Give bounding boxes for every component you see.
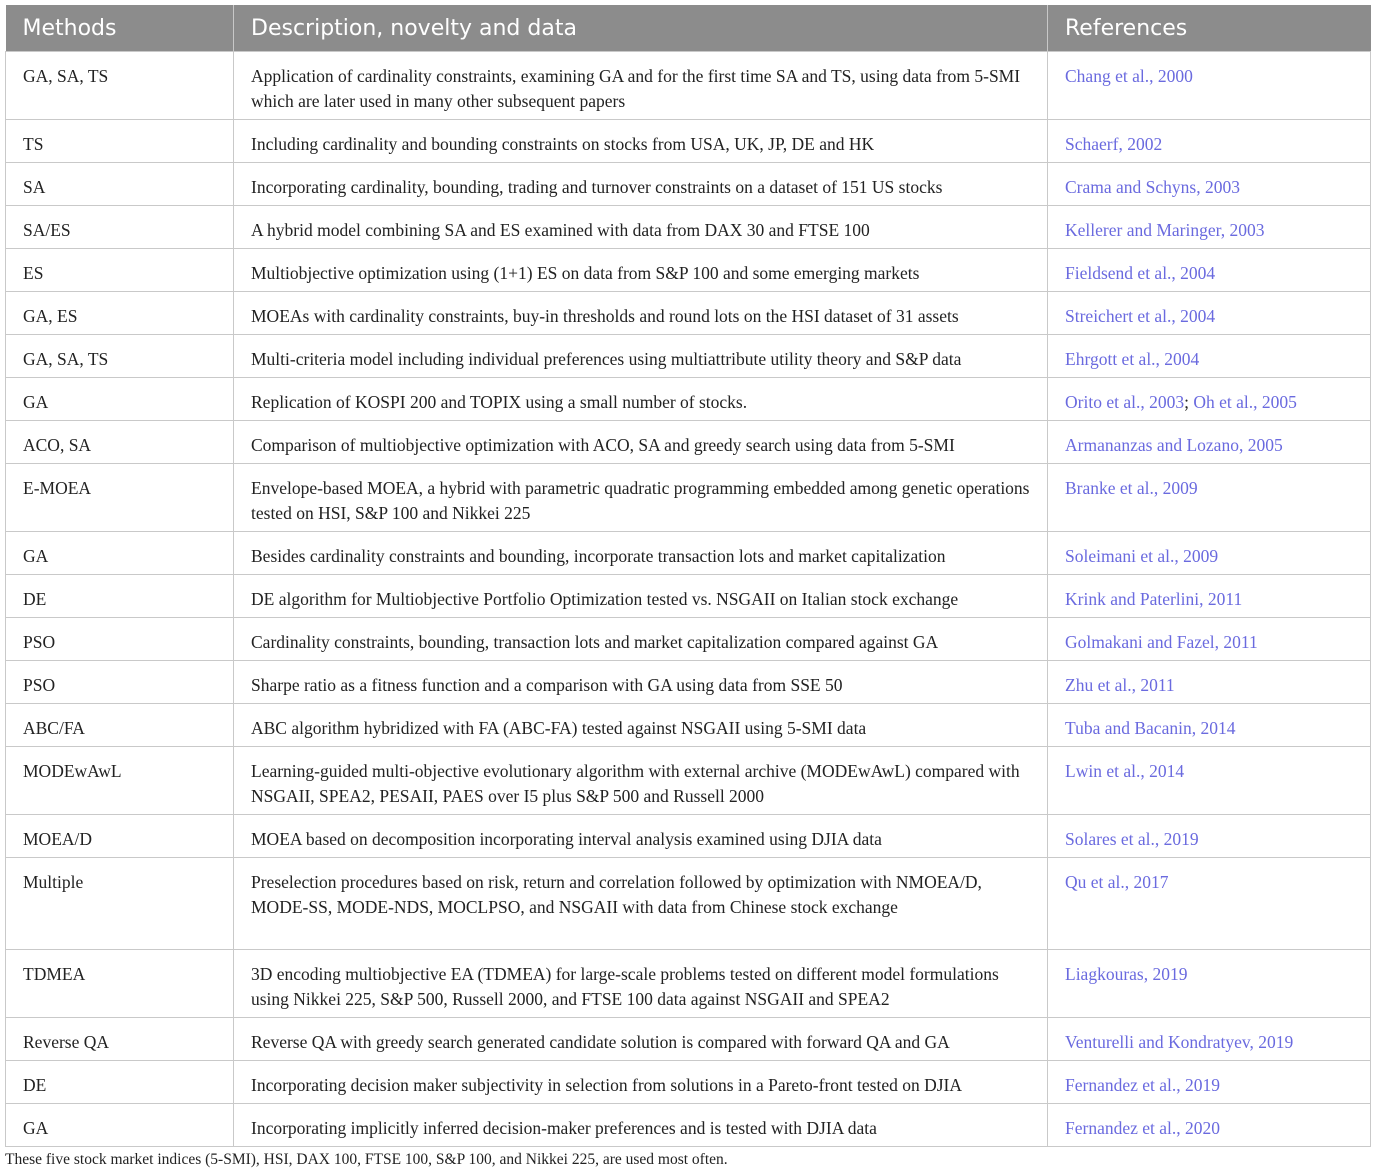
description-cell: Multiobjective optimization using (1+1) ES on data from S&P 100 and some emerging markets — [234, 249, 1048, 292]
method-cell: ACO, SA — [6, 421, 234, 464]
method-cell: Reverse QA — [6, 1018, 234, 1061]
reference-cell — [1048, 747, 1371, 815]
method-cell: GA, SA, TS — [6, 52, 234, 120]
reference-link[interactable]: Schaerf, 2002 — [1065, 134, 1163, 154]
description-cell: Including cardinality and bounding constraints on stocks from USA, UK, JP, DE and HK — [234, 120, 1048, 163]
reference-link[interactable]: Oh et al., 2005 — [1193, 392, 1297, 412]
reference-link[interactable]: Ehrgott et al., 2004 — [1065, 349, 1200, 369]
description-cell: A hybrid model combining SA and ES examined with data from DAX 30 and FTSE 100 — [234, 206, 1048, 249]
reference-link[interactable]: Fieldsend et al., 2004 — [1065, 263, 1216, 283]
reference-cell — [1048, 52, 1371, 120]
reference-cell — [1048, 618, 1371, 661]
reference-cell — [1048, 249, 1371, 292]
reference-link[interactable]: Armananzas and Lozano, 2005 — [1065, 435, 1283, 455]
description-cell: Multi-criteria model including individual preferences using multiattribute utility theory and S&P data — [234, 335, 1048, 378]
table-row — [6, 120, 1371, 163]
table-row — [6, 52, 1371, 120]
table-row — [6, 532, 1371, 575]
table-footnote: These five stock market indices (5-SMI), HSI, DAX 100, FTSE 100, S&P 100, and Nikkei 225, are used most often. — [5, 1151, 728, 1168]
table-header — [6, 5, 1371, 52]
description-cell: Replication of KOSPI 200 and TOPIX using a small number of stocks. — [234, 378, 1048, 421]
method-cell: GA — [6, 1104, 234, 1147]
method-cell: MOEA/D — [6, 815, 234, 858]
methods-table-container — [5, 5, 1370, 1147]
description-cell: Cardinality constraints, bounding, transaction lots and market capitalization compared against GA — [234, 618, 1048, 661]
reference-cell — [1048, 815, 1371, 858]
description-cell: Incorporating implicitly inferred decision-maker preferences and is tested with DJIA data — [234, 1104, 1048, 1147]
description-cell: Incorporating cardinality, bounding, trading and turnover constraints on a dataset of 151 US stocks — [234, 163, 1048, 206]
description-cell: MOEAs with cardinality constraints, buy-in thresholds and round lots on the HSI dataset of 31 assets — [234, 292, 1048, 335]
reference-link[interactable]: Soleimani et al., 2009 — [1065, 546, 1219, 566]
method-cell: GA — [6, 532, 234, 575]
table-row — [6, 206, 1371, 249]
reference-cell — [1048, 464, 1371, 532]
table-row — [6, 1061, 1371, 1104]
description-cell: Comparison of multiobjective optimization with ACO, SA and greedy search using data from 5-SMI — [234, 421, 1048, 464]
reference-cell — [1048, 421, 1371, 464]
reference-link[interactable]: Crama and Schyns, 2003 — [1065, 177, 1240, 197]
reference-cell — [1048, 206, 1371, 249]
method-cell: TS — [6, 120, 234, 163]
method-cell: DE — [6, 575, 234, 618]
method-cell: TDMEA — [6, 950, 234, 1018]
description-cell: Application of cardinality constraints, examining GA and for the first time SA and TS, using data from 5-SMI which are later used in many other subsequent papers — [234, 52, 1048, 120]
table-row — [6, 747, 1371, 815]
description-cell: Envelope-based MOEA, a hybrid with parametric quadratic programming embedded among genetic operations tested on HSI, S&P 100 and Nikkei 225 — [234, 464, 1048, 532]
reference-link[interactable]: Solares et al., 2019 — [1065, 829, 1199, 849]
reference-cell — [1048, 950, 1371, 1018]
method-cell: PSO — [6, 618, 234, 661]
description-cell: MOEA based on decomposition incorporating interval analysis examined using DJIA data — [234, 815, 1048, 858]
method-cell: SA — [6, 163, 234, 206]
method-cell: DE — [6, 1061, 234, 1104]
description-cell: 3D encoding multiobjective EA (TDMEA) for large-scale problems tested on different model formulations using Nikkei 225, S&P 500, Russell 2000, and FTSE 100 data against NSGAII and SPEA2 — [234, 950, 1048, 1018]
description-cell: Sharpe ratio as a fitness function and a comparison with GA using data from SSE 50 — [234, 661, 1048, 704]
table-row — [6, 421, 1371, 464]
description-cell: Besides cardinality constraints and bounding, incorporate transaction lots and market capitalization — [234, 532, 1048, 575]
description-cell: Learning-guided multi-objective evolutionary algorithm with external archive (MODEwAwL) compared with NSGAII, SPEA2, PESAII, PAES over I5 plus S&P 500 and Russell 2000 — [234, 747, 1048, 815]
table-row — [6, 464, 1371, 532]
reference-cell — [1048, 292, 1371, 335]
table-row — [6, 378, 1371, 421]
reference-link[interactable]: Fernandez et al., 2019 — [1065, 1075, 1221, 1095]
reference-cell — [1048, 858, 1371, 950]
reference-cell — [1048, 575, 1371, 618]
method-cell: MODEwAwL — [6, 747, 234, 815]
method-cell: ABC/FA — [6, 704, 234, 747]
reference-cell — [1048, 378, 1371, 421]
table-row — [6, 292, 1371, 335]
table-row — [6, 704, 1371, 747]
methods-table — [5, 5, 1371, 1147]
description-cell: Reverse QA with greedy search generated candidate solution is compared with forward QA and GA — [234, 1018, 1048, 1061]
method-cell: ES — [6, 249, 234, 292]
table-row — [6, 1018, 1371, 1061]
method-cell: GA, ES — [6, 292, 234, 335]
header-references: References — [1048, 5, 1371, 52]
table-row — [6, 618, 1371, 661]
table-row — [6, 249, 1371, 292]
header-description: Description, novelty and data — [234, 5, 1048, 52]
reference-cell — [1048, 704, 1371, 747]
table-row — [6, 575, 1371, 618]
reference-link[interactable]: Chang et al., 2000 — [1065, 66, 1193, 86]
reference-cell — [1048, 1104, 1371, 1147]
table-row — [6, 950, 1371, 1018]
method-cell: GA, SA, TS — [6, 335, 234, 378]
reference-cell — [1048, 120, 1371, 163]
reference-cell — [1048, 661, 1371, 704]
table-row — [6, 1104, 1371, 1147]
reference-link[interactable]: Orito et al., 2003 — [1065, 392, 1185, 412]
reference-link[interactable]: Kellerer and Maringer, 2003 — [1065, 220, 1265, 240]
reference-link[interactable]: Streichert et al., 2004 — [1065, 306, 1216, 326]
table-row — [6, 858, 1371, 950]
reference-cell — [1048, 163, 1371, 206]
method-cell: SA/ES — [6, 206, 234, 249]
reference-link[interactable]: Venturelli and Kondratyev, 2019 — [1065, 1032, 1294, 1052]
table-row — [6, 815, 1371, 858]
method-cell: Multiple — [6, 858, 234, 950]
description-cell: DE algorithm for Multiobjective Portfolio Optimization tested vs. NSGAII on Italian stock exchange — [234, 575, 1048, 618]
reference-link[interactable]: Qu et al., 2017 — [1065, 872, 1169, 892]
reference-link[interactable]: Fernandez et al., 2020 — [1065, 1118, 1221, 1138]
header-row — [6, 5, 1371, 52]
reference-cell — [1048, 1018, 1371, 1061]
table-row — [6, 163, 1371, 206]
reference-cell — [1048, 335, 1371, 378]
reference-link[interactable]: Branke et al., 2009 — [1065, 478, 1198, 498]
reference-link[interactable]: Lwin et al., 2014 — [1065, 761, 1185, 781]
table-row — [6, 661, 1371, 704]
reference-link[interactable]: Golmakani and Fazel, 2011 — [1065, 632, 1258, 652]
reference-link[interactable]: Tuba and Bacanin, 2014 — [1065, 718, 1236, 738]
reference-cell — [1048, 1061, 1371, 1104]
method-cell: E-MOEA — [6, 464, 234, 532]
method-cell: GA — [6, 378, 234, 421]
reference-cell — [1048, 532, 1371, 575]
header-methods: Methods — [6, 5, 234, 52]
reference-link[interactable]: Zhu et al., 2011 — [1065, 675, 1175, 695]
description-cell: Preselection procedures based on risk, return and correlation followed by optimization with NMOEA/D, MODE-SS, MODE-NDS, MOCLPSO, and NSGAII with data from Chinese stock exchange — [234, 858, 1048, 950]
description-cell: Incorporating decision maker subjectivity in selection from solutions in a Pareto-front tested on DJIA — [234, 1061, 1048, 1104]
description-cell: ABC algorithm hybridized with FA (ABC-FA) tested against NSGAII using 5-SMI data — [234, 704, 1048, 747]
table-body — [6, 52, 1371, 1147]
table-row — [6, 335, 1371, 378]
reference-link[interactable]: Liagkouras, 2019 — [1065, 964, 1188, 984]
reference-separator: ; — [1184, 392, 1194, 412]
method-cell: PSO — [6, 661, 234, 704]
reference-link[interactable]: Krink and Paterlini, 2011 — [1065, 589, 1243, 609]
